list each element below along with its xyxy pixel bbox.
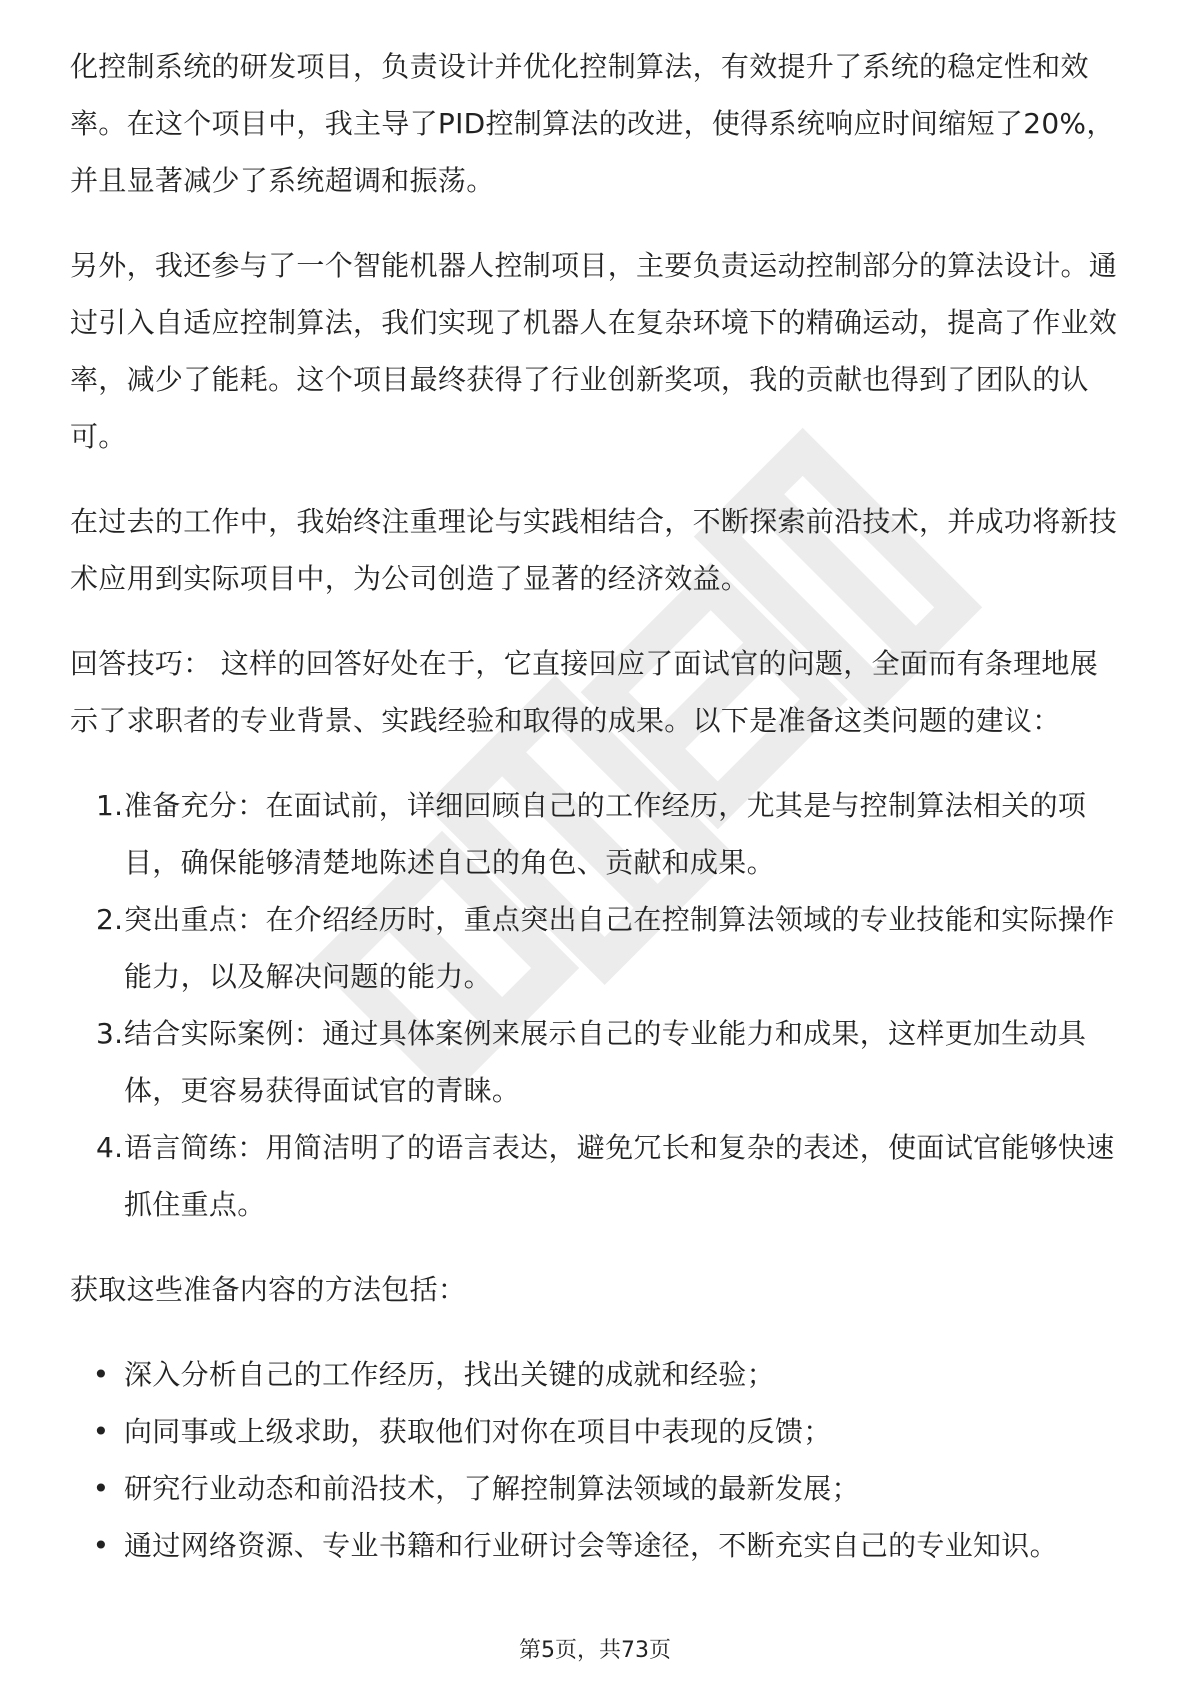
list-item-text: 深入分析自己的工作经历，找出关键的成就和经验； — [124, 1358, 775, 1391]
list-item-number: 4. — [96, 1131, 124, 1164]
paragraph-methods-intro: 获取这些准备内容的方法包括： — [70, 1273, 467, 1306]
list-item — [70, 1460, 1120, 1517]
list-item-text: 准备充分：在面试前，详细回顾自己的工作经历，尤其是与控制算法相关的项目，确保能够清楚地陈述自己的角色、贡献和成果。 — [124, 789, 1087, 879]
paragraph-summary: 在过去的工作中，我始终注重理论与实践相结合，不断探索前沿技术，并成功将新技术应用到实际项目中，为公司创造了显著的经济效益。 — [70, 505, 1118, 595]
list-item-text: 通过网络资源、专业书籍和行业研讨会等途径，不断充实自己的专业知识。 — [124, 1529, 1058, 1562]
bullet-icon: • — [92, 1529, 110, 1562]
list-item — [70, 1403, 1120, 1460]
list-item-text: 结合实际案例：通过具体案例来展示自己的专业能力和成果，这样更加生动具体，更容易获得面试官的青睐。 — [124, 1017, 1087, 1107]
paragraph-answer-tips: 回答技巧： 这样的回答好处在于，它直接回应了面试官的问题，全面而有条理地展示了求职者的专业背景、实践经验和取得的成果。以下是准备这类问题的建议： — [70, 647, 1099, 737]
list-item — [70, 777, 1120, 891]
list-item — [70, 1517, 1120, 1574]
list-item-text: 突出重点：在介绍经历时，重点突出自己在控制算法领域的专业技能和实际操作能力，以及解决问题的能力。 — [124, 903, 1115, 993]
tips-list — [70, 777, 1120, 1233]
list-item — [70, 1346, 1120, 1403]
bullet-icon: • — [92, 1472, 110, 1505]
page-number: 第5页，共73页 — [519, 1638, 671, 1663]
list-item-number: 3. — [96, 1017, 124, 1050]
list-item — [70, 1119, 1120, 1233]
paragraph-project-2: 另外，我还参与了一个智能机器人控制项目，主要负责运动控制部分的算法设计。通过引入自适应控制算法，我们实现了机器人在复杂环境下的精确运动，提高了作业效率，减少了能耗。这个项目最终获得了行业创新奖项，我的贡献也得到了团队的认可。 — [70, 249, 1118, 453]
document-body — [70, 38, 1120, 1574]
methods-list — [70, 1346, 1120, 1574]
bullet-icon: • — [92, 1358, 110, 1391]
bullet-icon: • — [92, 1415, 110, 1448]
list-item — [70, 1005, 1120, 1119]
list-item-number: 1. — [96, 789, 124, 822]
list-item-text: 向同事或上级求助，获取他们对你在项目中表现的反馈； — [124, 1415, 832, 1448]
list-item-text: 语言简练：用简洁明了的语言表达，避免冗长和复杂的表述，使面试官能够快速抓住重点。 — [124, 1131, 1115, 1221]
list-item-text: 研究行业动态和前沿技术，了解控制算法领域的最新发展； — [124, 1472, 860, 1505]
paragraph-project-1: 化控制系统的研发项目，负责设计并优化控制算法，有效提升了系统的稳定性和效率。在这个项目中，我主导了PID控制算法的改进，使得系统响应时间缩短了20%，并且显著减少了系统超调和振荡。 — [70, 50, 1115, 197]
list-item-number: 2. — [96, 903, 124, 936]
list-item — [70, 891, 1120, 1005]
